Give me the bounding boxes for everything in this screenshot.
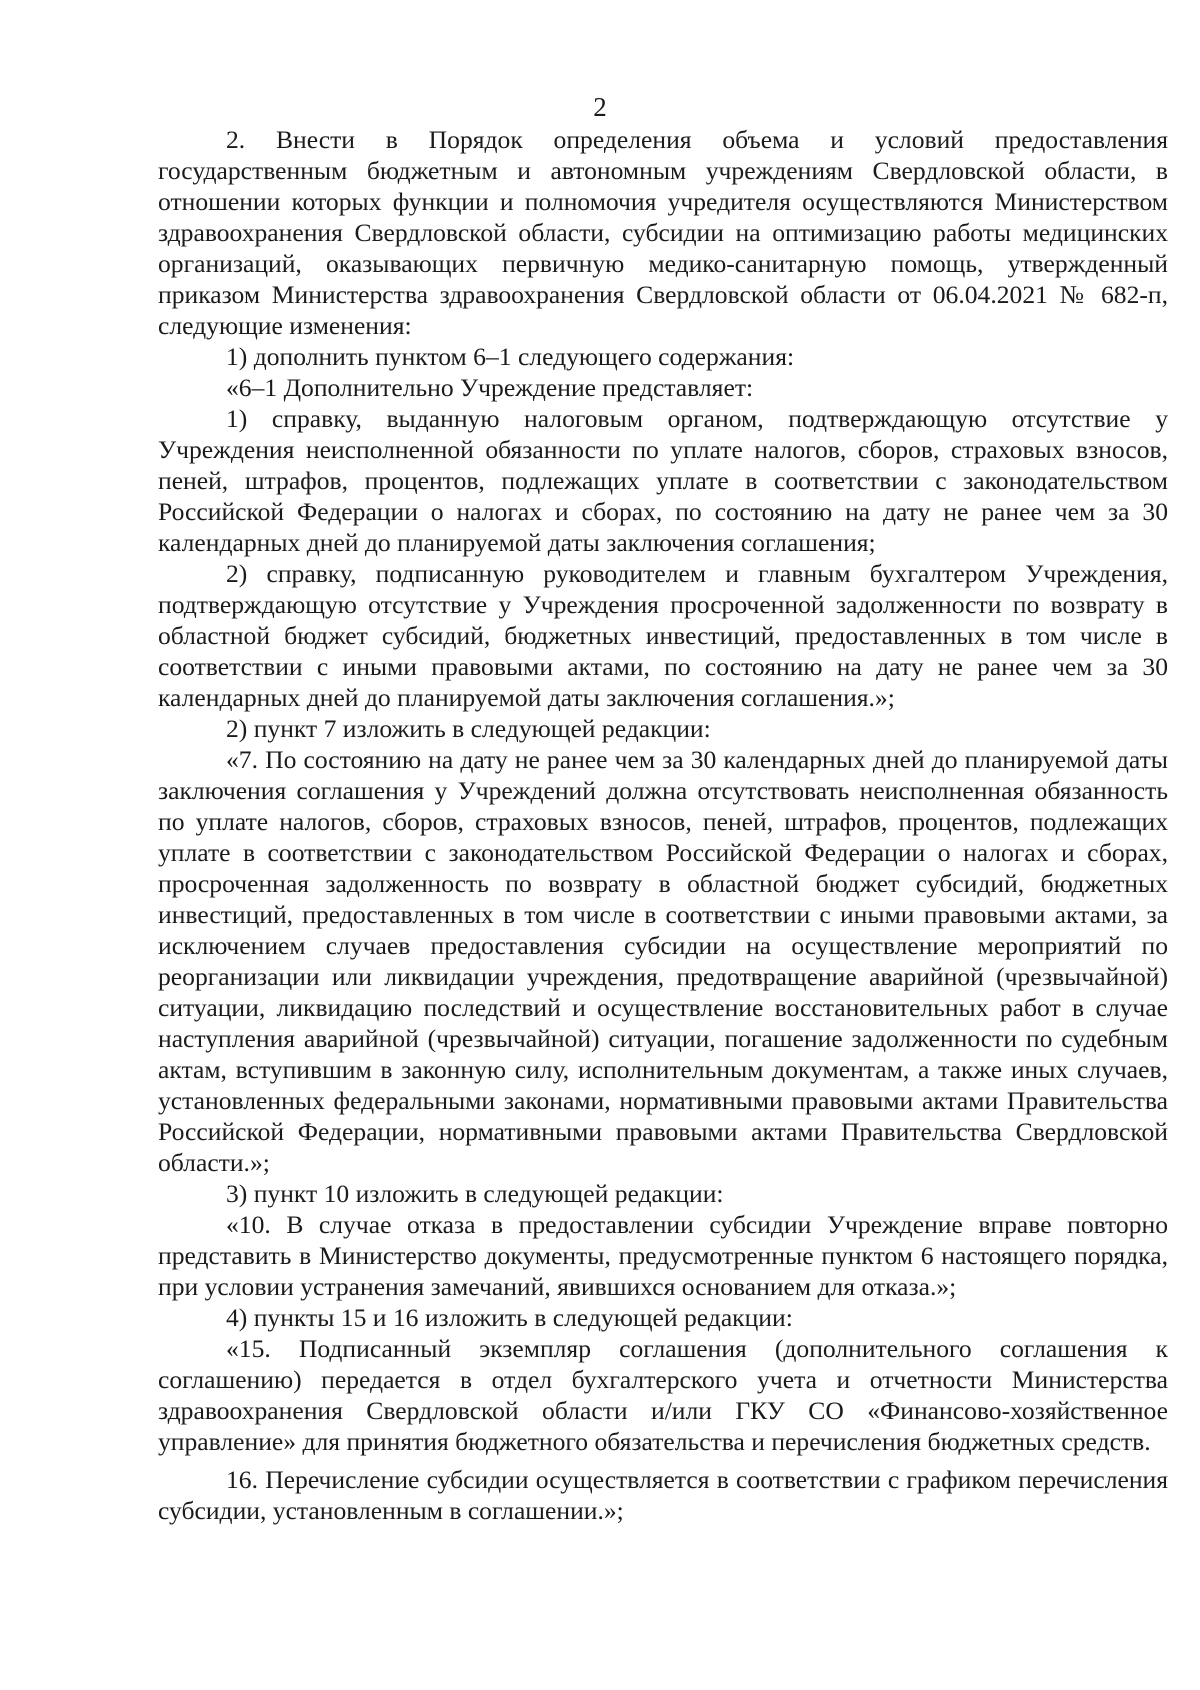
paragraph-subitem-2-point-7: 2) пункт 7 изложить в следующей редакции: — [226, 714, 711, 743]
paragraph-subitem-3-point-10: 3) пункт 10 изложить в следующей редакции: — [226, 1179, 724, 1208]
paragraph-item-2-amendments: 2. Внести в Порядок определения объема и условий предоставления государственным бюджетным и автономным учреждениям Свердловской области, в отношении которых функции и полномочия учредителя осуществляются Министерством здравоохранения Свердловской области, субсидии на оптимизацию работы медицинских организаций, оказывающих первичную медико-санитарную помощь, утвержденный приказом Министерства здравоохранения Свердловской области от 06.04.2021 № 682-п, следующие изменения: — [158, 125, 1168, 340]
paragraph-6-1-debt-certificate: 2) справку, подписанную руководителем и главным бухгалтером Учреждения, подтверждающую отсутствие у Учреждения просроченной задолженности по возврату в областной бюджет субсидий, бюджетных инвестиций, предоставленных в том числе в соответствии с иными правовыми актами, по состоянию на дату не ранее чем за 30 календарных дней до планируемой даты заключения соглашения.»; — [158, 559, 1168, 712]
paragraph-subitem-1-add-6-1: 1) дополнить пунктом 6–1 следующего содержания: — [226, 342, 795, 371]
page-number: 2 — [593, 92, 607, 122]
paragraph-point-10-text: «10. В случае отказа в предоставлении субсидии Учреждение вправе повторно представить в Министерство документы, предусмотренные пунктом 6 настоящего порядка, при условии устранения замечаний, явившихся основанием для отказа.»; — [158, 1210, 1168, 1301]
paragraph-subitem-4-points-15-16: 4) пункты 15 и 16 изложить в следующей редакции: — [226, 1303, 793, 1332]
paragraph-6-1-tax-certificate: 1) справку, выданную налоговым органом, подтверждающую отсутствие у Учреждения неисполненной обязанности по уплате налогов, сборов, страховых взносов, пеней, штрафов, процентов, подлежащих уплате в соответствии с законодательством Российской Федерации о налогах и сборах, по состоянию на дату не ранее чем за 30 календарных дней до планируемой даты заключения соглашения; — [158, 404, 1168, 557]
paragraph-point-16-text: 16. Перечисление субсидии осуществляется в соответствии с графиком перечисления субсидии, установленным в соглашении.»; — [158, 1465, 1168, 1525]
paragraph-6-1-intro: «6–1 Дополнительно Учреждение представляет: — [226, 373, 754, 402]
paragraph-point-15-text: «15. Подписанный экземпляр соглашения (дополнительного соглашения к соглашению) передается в отдел бухгалтерского учета и отчетности Министерства здравоохранения Свердловской области и/или ГКУ СО «Финансово-хозяйственное управление» для принятия бюджетного обязательства и перечисления бюджетных средств. — [158, 1334, 1168, 1456]
paragraph-point-7-text: «7. По состоянию на дату не ранее чем за 30 календарных дней до планируемой даты заключения соглашения у Учреждений должна отсутствовать неисполненная обязанность по уплате налогов, сборов, страховых взносов, пеней, штрафов, процентов, подлежащих уплате в соответствии с законодательством Российской Федерации о налогах и сборах, просроченная задолженность по возврату в областной бюджет субсидий, бюджетных инвестиций, предоставленных в том числе в соответствии с иными правовыми актами, за исключением случаев предоставления субсидии на осуществление мероприятий по реорганизации или ликвидации учреждения, предотвращение аварийной (чрезвычайной) ситуации, ликвидацию последствий и осуществление восстановительных работ в случае наступления аварийной (чрезвычайной) ситуации, погашение задолженности по судебным актам, вступившим в законную силу, исполнительным документам, а также иных случаев, установленных федеральными законами, нормативными правовыми актами Правительства Российской Федерации, нормативными правовыми актами Правительства Свердловской области.»; — [158, 745, 1168, 1177]
document-body — [158, 124, 1168, 1526]
